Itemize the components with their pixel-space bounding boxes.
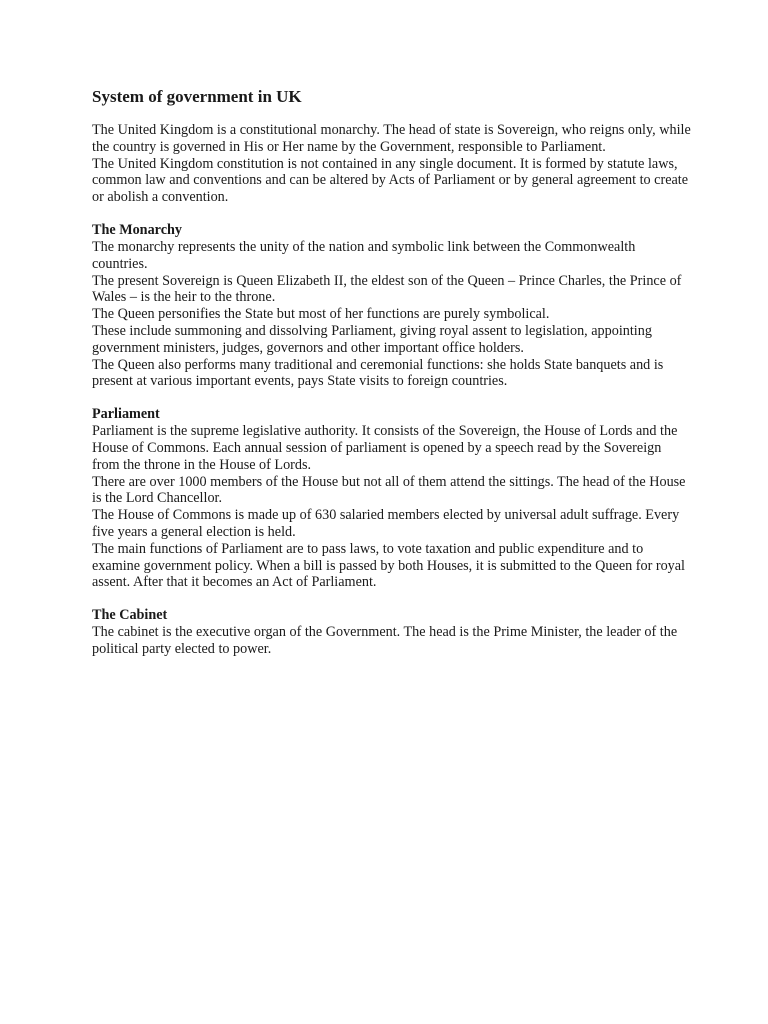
section-heading: The Cabinet [92, 607, 168, 624]
intro-paragraph: The United Kingdom constitution is not contained in any single document. It is formed by statute laws, common law and conventions and can be altered by Acts of Parliament or by general agreement to create or abolish a convention. [92, 155, 689, 206]
section-paragraph: The House of Commons is made up of 630 salaried members elected by universal adult suffrage. Every five years a general election is held. [92, 507, 680, 540]
section-heading: Parliament [92, 406, 160, 423]
section-paragraph: There are over 1000 members of the House but not all of them attend the sittings. The head of the House is the Lord Chancellor. [92, 473, 686, 507]
section-monarchy [92, 222, 692, 390]
section-cabinet [92, 607, 692, 658]
section-paragraph: The Queen also performs many traditional and ceremonial functions: she holds State banquets and is present at various important events, pays State visits to foreign countries. [92, 356, 664, 390]
section-paragraph: The main functions of Parliament are to pass laws, to vote taxation and public expenditure and to examine government policy. When a bill is passed by both Houses, it is submitted to the Queen for royal assent. After that it becomes an Act of Parliament. [92, 540, 685, 591]
section-paragraph: Parliament is the supreme legislative authority. It consists of the Sovereign, the House of Lords and the House of Commons. Each annual session of parliament is opened by a speech read by the Sovereign from the throne in the House of Lords. [92, 423, 678, 473]
section-paragraph: The cabinet is the executive organ of the Government. The head is the Prime Minister, the leader of the political party elected to power. [92, 624, 678, 657]
section-parliament [92, 406, 692, 591]
intro-block [92, 122, 692, 206]
section-paragraph: The monarchy represents the unity of the nation and symbolic link between the Commonwealth countries. [92, 238, 636, 272]
section-paragraph: The Queen personifies the State but most of her functions are purely symbolical. [92, 306, 550, 323]
document-page [92, 86, 692, 658]
section-paragraph: The present Sovereign is Queen Elizabeth II, the eldest son of the Queen – Prince Charles, the Prince of Wales – is the heir to the throne. [92, 272, 682, 306]
section-heading: The Monarchy [92, 221, 182, 238]
section-paragraph: These include summoning and dissolving Parliament, giving royal assent to legislation, appointing government ministers, judges, governors and other important office holders. [92, 322, 652, 356]
intro-paragraph: The United Kingdom is a constitutional monarchy. The head of state is Sovereign, who reigns only, while the country is governed in His or Her name by the Government, responsible to Parliament. [92, 122, 691, 155]
document-title: System of government in UK [92, 87, 302, 106]
